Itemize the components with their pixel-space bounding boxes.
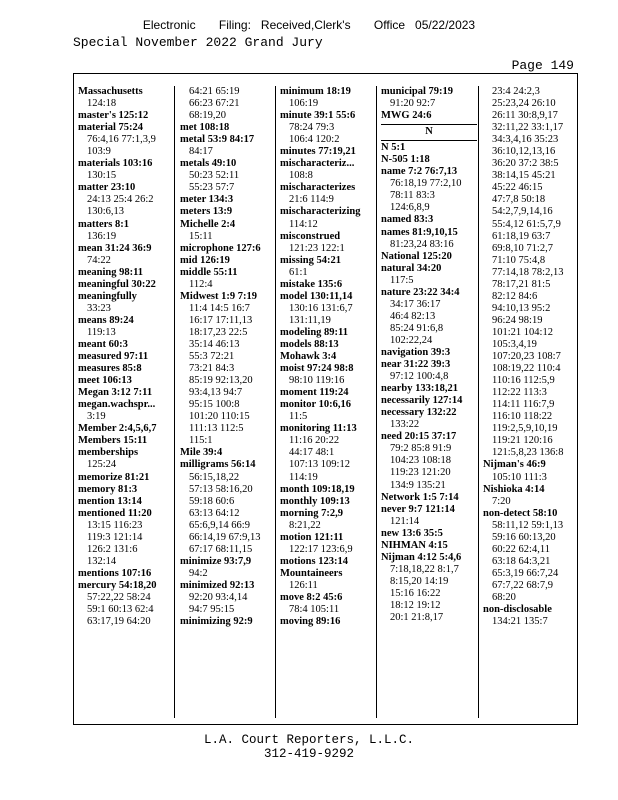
index-references: 73:21 84:3 xyxy=(189,363,235,375)
index-references: 119:13 xyxy=(87,326,116,338)
index-term: MWG 24:6 xyxy=(381,110,432,122)
index-references: 105:3,4,19 xyxy=(492,338,537,350)
index-references: 58:11,12 59:1,13 xyxy=(492,519,564,531)
index-references: 66:14,19 67:9,13 xyxy=(189,531,261,543)
index-references: 132:14 xyxy=(87,555,117,567)
index-references: 61:1 xyxy=(289,266,308,278)
index-term: mentioned 11:20 xyxy=(78,507,152,519)
index-references: 66:23 67:21 xyxy=(189,98,240,110)
index-references: 122:17 123:6,9 xyxy=(289,543,353,555)
index-term: missing 54:21 xyxy=(280,254,341,266)
index-references: 108:8 xyxy=(289,170,313,182)
index-references: 126:11 xyxy=(289,579,318,591)
index-references: 67:17 68:11,15 xyxy=(189,543,253,555)
index-references: 63:18 64:3,21 xyxy=(492,555,551,567)
index-term: minimizing 92:9 xyxy=(180,616,253,628)
index-references: 54:2,7,9,14,16 xyxy=(492,206,553,218)
index-references: 55:3 72:21 xyxy=(189,351,235,363)
index-references: 60:22 62:4,11 xyxy=(492,543,550,555)
index-references: 106:19 xyxy=(289,98,319,110)
index-references: 78:11 83:3 xyxy=(390,190,435,202)
index-term: National 125:20 xyxy=(381,250,452,262)
index-references: 79:2 85:8 91:9 xyxy=(390,443,452,455)
index-references: 11:16 20:22 xyxy=(289,435,340,447)
index-references: 94:2 xyxy=(189,567,208,579)
index-term: names 81:9,10,15 xyxy=(381,226,458,238)
index-references: 116:10 118:22 xyxy=(492,411,553,423)
index-column-2 xyxy=(174,86,276,718)
index-references: 126:2 131:6 xyxy=(87,543,138,555)
index-term: mistake 135:6 xyxy=(280,278,343,290)
index-references: 63:13 64:12 xyxy=(189,507,240,519)
index-references: 101:21 104:12 xyxy=(492,326,553,338)
index-references: 23:4 24:2,3 xyxy=(492,86,540,97)
index-references: 98:10 119:16 xyxy=(289,375,345,387)
index-term: milligrams 56:14 xyxy=(180,459,256,471)
index-term: Nijman's 46:9 xyxy=(483,459,546,471)
index-references: 45:22 46:15 xyxy=(492,182,543,194)
index-term: measures 85:8 xyxy=(78,363,142,375)
index-column-1 xyxy=(78,86,174,718)
index-references: 107:13 109:12 xyxy=(289,459,350,471)
index-term: mentions 107:16 xyxy=(78,567,152,579)
index-term: moving 89:16 xyxy=(280,616,341,628)
index-references: 65:6,9,14 66:9 xyxy=(189,519,250,531)
index-references: 95:15 100:8 xyxy=(189,399,240,411)
index-references: 130:15 xyxy=(87,170,117,182)
index-term: meter 134:3 xyxy=(180,194,234,206)
index-references: 130:6,13 xyxy=(87,206,125,218)
index-term: measured 97:11 xyxy=(78,351,149,363)
index-term: moist 97:24 98:8 xyxy=(280,363,354,375)
filing-stamp: Electronic Filing: Received,Clerk's Office 05/22/2023 xyxy=(142,18,476,32)
index-term: mischaracterizing xyxy=(280,206,361,218)
index-term: megan.wachspr... xyxy=(78,399,156,411)
index-references: 61:18,19 63:7 xyxy=(492,230,551,242)
index-term: Network 1:5 7:14 xyxy=(381,491,459,503)
index-term: mention 13:14 xyxy=(78,495,142,507)
index-term: morning 7:2,9 xyxy=(280,507,343,519)
index-references: 36:10,12,13,16 xyxy=(492,146,556,158)
index-references: 7:20 xyxy=(492,495,511,507)
index-references: 121:14 xyxy=(390,515,420,527)
index-term: memorize 81:21 xyxy=(78,471,150,483)
index-references: 24:13 25:4 26:2 xyxy=(87,194,154,206)
index-frame xyxy=(73,73,578,725)
index-term: move 8:2 45:6 xyxy=(280,591,343,603)
index-references: 94:7 95:15 xyxy=(189,604,235,616)
index-references: 16:17 17:11,13 xyxy=(189,314,253,326)
index-term: name 7:2 76:7,13 xyxy=(381,166,458,178)
index-references: 115:1 xyxy=(189,435,213,447)
index-references: 103:9 xyxy=(87,146,111,158)
index-references: 93:4,13 94:7 xyxy=(189,387,243,399)
index-term: motion 121:11 xyxy=(280,531,344,543)
index-term: minute 39:1 55:6 xyxy=(280,110,356,122)
page-number: Page 149 xyxy=(511,58,574,73)
index-term: necessarily 127:14 xyxy=(381,395,463,407)
index-references: 32:11,22 33:1,17 xyxy=(492,122,564,134)
index-references: 67:7,22 68:7,9 xyxy=(492,579,553,591)
index-references: 119:2,5,9,10,19 xyxy=(492,423,558,435)
index-term: Member 2:4,5,6,7 xyxy=(78,423,157,435)
index-references: 134:9 135:21 xyxy=(390,479,446,491)
index-term: mean 31:24 36:9 xyxy=(78,242,152,254)
index-references: 78:4 105:11 xyxy=(289,604,340,616)
index-references: 81:23,24 83:16 xyxy=(390,238,454,250)
index-references: 55:23 57:7 xyxy=(189,182,235,194)
index-references: 114:11 116:7,9 xyxy=(492,399,555,411)
index-term: monitoring 11:13 xyxy=(280,423,357,435)
index-term: material 75:24 xyxy=(78,122,144,134)
index-term: N 5:1 xyxy=(381,142,406,154)
index-term: new 13:6 35:5 xyxy=(381,527,443,539)
section-divider xyxy=(381,140,477,141)
index-term: middle 55:11 xyxy=(180,266,238,278)
index-references: 50:23 52:11 xyxy=(189,170,240,182)
index-references: 125:24 xyxy=(87,459,117,471)
index-references: 96:24 98:19 xyxy=(492,314,543,326)
index-term: month 109:18,19 xyxy=(280,483,355,495)
index-references: 11:5 xyxy=(289,411,308,423)
index-references: 92:20 93:4,14 xyxy=(189,591,248,603)
index-term: Mile 39:4 xyxy=(180,447,223,459)
index-column-4 xyxy=(376,86,477,718)
index-references: 133:22 xyxy=(390,419,420,431)
index-references: 107:20,23 108:7 xyxy=(492,351,561,363)
index-references: 57:13 58:16,20 xyxy=(189,483,253,495)
index-references: 124:18 xyxy=(87,98,117,110)
index-references: 74:22 xyxy=(87,254,111,266)
index-term: meet 106:13 xyxy=(78,375,132,387)
index-term: Members 15:11 xyxy=(78,435,148,447)
index-term: monitor 10:6,16 xyxy=(280,399,351,411)
index-references: 91:20 92:7 xyxy=(390,98,436,110)
index-references: 56:15,18,22 xyxy=(189,471,240,483)
index-references: 69:8,10 71:2,7 xyxy=(492,242,553,254)
index-column-5 xyxy=(478,86,579,718)
index-references: 36:20 37:2 38:5 xyxy=(492,158,559,170)
index-references: 131:11,19 xyxy=(289,314,331,326)
index-term: minimized 92:13 xyxy=(180,579,255,591)
index-term: minimize 93:7,9 xyxy=(180,555,252,567)
index-term: mercury 54:18,20 xyxy=(78,579,157,591)
index-term: minimum 18:19 xyxy=(280,86,351,97)
index-term: non-disclosable xyxy=(483,604,552,616)
index-references: 11:4 14:5 16:7 xyxy=(189,302,250,314)
index-term: master's 125:12 xyxy=(78,110,149,122)
index-references: 130:16 131:6,7 xyxy=(289,302,353,314)
index-references: 104:23 108:18 xyxy=(390,455,451,467)
index-references: 112:22 113:3 xyxy=(492,387,547,399)
index-references: 21:6 114:9 xyxy=(289,194,334,206)
index-references: 63:17,19 64:20 xyxy=(87,616,151,628)
index-references: 119:3 121:14 xyxy=(87,531,143,543)
section-divider xyxy=(381,124,477,125)
index-references: 68:19,20 xyxy=(189,110,227,122)
index-references: 85:19 92:13,20 xyxy=(189,375,253,387)
index-term: mid 126:19 xyxy=(180,254,230,266)
index-term: Nishioka 4:14 xyxy=(483,483,545,495)
index-references: 76:18,19 77:2,10 xyxy=(390,178,462,190)
index-references: 34:17 36:17 xyxy=(390,298,441,310)
index-references: 57:22,22 58:24 xyxy=(87,591,151,603)
index-references: 68:20 xyxy=(492,591,516,603)
index-term: never 9:7 121:14 xyxy=(381,503,455,515)
index-references: 97:12 100:4,8 xyxy=(390,371,449,383)
index-term: materials 103:16 xyxy=(78,158,153,170)
case-caption: Special November 2022 Grand Jury xyxy=(73,35,323,50)
index-references: 26:11 30:8,9,17 xyxy=(492,110,558,122)
index-term: Midwest 1:9 7:19 xyxy=(180,290,257,302)
index-term: models 88:13 xyxy=(280,338,339,350)
index-references: 76:4,16 77:1,3,9 xyxy=(87,134,156,146)
index-term: microphone 127:6 xyxy=(180,242,261,254)
index-references: 34:3,4,16 35:23 xyxy=(492,134,559,146)
index-term: matters 8:1 xyxy=(78,218,130,230)
index-term: meaningful 30:22 xyxy=(78,278,156,290)
index-references: 64:21 65:19 xyxy=(189,86,240,97)
index-term: Mountaineers xyxy=(280,567,343,579)
index-references: 18:12 19:12 xyxy=(390,599,441,611)
index-term: monthly 109:13 xyxy=(280,495,350,507)
index-term: need 20:15 37:17 xyxy=(381,431,457,443)
footer xyxy=(0,733,618,761)
index-references: 121:23 122:1 xyxy=(289,242,345,254)
index-references: 112:4 xyxy=(189,278,213,290)
index-term: nearby 133:18,21 xyxy=(381,383,458,395)
index-references: 121:5,8,23 136:8 xyxy=(492,447,564,459)
index-term: matter 23:10 xyxy=(78,182,136,194)
index-references: 8:21,22 xyxy=(289,519,321,531)
index-term: minutes 77:19,21 xyxy=(280,146,356,158)
index-references: 114:12 xyxy=(289,218,318,230)
index-term: Megan 3:12 7:11 xyxy=(78,387,153,399)
index-references: 82:12 84:6 xyxy=(492,290,538,302)
index-references: 136:19 xyxy=(87,230,117,242)
index-term: meters 13:9 xyxy=(180,206,233,218)
index-references: 114:19 xyxy=(289,471,318,483)
index-term: Mohawk 3:4 xyxy=(280,351,337,363)
index-references: 106:4 120:2 xyxy=(289,134,340,146)
index-term: natural 34:20 xyxy=(381,262,442,274)
index-references: 20:1 21:8,17 xyxy=(390,612,444,624)
index-term: meaning 98:11 xyxy=(78,266,144,278)
index-term: NIHMAN 4:15 xyxy=(381,539,448,551)
index-references: 119:23 121:20 xyxy=(390,467,451,479)
index-references: 59:1 60:13 62:4 xyxy=(87,604,154,616)
index-column-3 xyxy=(275,86,376,718)
index-term: necessary 132:22 xyxy=(381,407,457,419)
index-references: 78:24 79:3 xyxy=(289,122,335,134)
index-term: near 31:22 39:3 xyxy=(381,359,451,371)
index-references: 124:6,8,9 xyxy=(390,202,430,214)
index-references: 38:14,15 45:21 xyxy=(492,170,556,182)
index-references: 102:22,24 xyxy=(390,334,433,346)
index-term: means 89:24 xyxy=(78,314,134,326)
index-references: 8:15,20 14:19 xyxy=(390,575,449,587)
index-term: mischaracteriz... xyxy=(280,158,355,170)
index-term: meant 60:3 xyxy=(78,338,128,350)
index-term: nature 23:22 34:4 xyxy=(381,286,460,298)
index-references: 117:5 xyxy=(390,274,414,286)
index-term: N-505 1:18 xyxy=(381,154,430,166)
index-references: 18:17,23 22:5 xyxy=(189,326,248,338)
index-references: 33:23 xyxy=(87,302,111,314)
index-references: 59:18 60:6 xyxy=(189,495,235,507)
index-references: 15:16 16:22 xyxy=(390,587,441,599)
index-references: 101:20 110:15 xyxy=(189,411,250,423)
index-references: 105:10 111:3 xyxy=(492,471,547,483)
index-term: misconstrued xyxy=(280,230,341,242)
court-reporter-name: L.A. Court Reporters, L.L.C. xyxy=(203,733,415,747)
index-term: Michelle 2:4 xyxy=(180,218,236,230)
index-references: 46:4 82:13 xyxy=(390,310,436,322)
index-references: 108:19,22 110:4 xyxy=(492,363,561,375)
index-term: motions 123:14 xyxy=(280,555,348,567)
index-term: met 108:18 xyxy=(180,122,230,134)
index-references: 13:15 116:23 xyxy=(87,519,143,531)
index-term: model 130:11,14 xyxy=(280,290,353,302)
index-term: mischaracterizes xyxy=(280,182,356,194)
index-term: metal 53:9 84:17 xyxy=(180,134,255,146)
index-references: 55:4,12 61:5,7,9 xyxy=(492,218,561,230)
index-term: metals 49:10 xyxy=(180,158,237,170)
index-references: 7:18,18,22 8:1,7 xyxy=(390,563,459,575)
index-term: Massachusetts xyxy=(78,86,143,97)
index-references: 44:17 48:1 xyxy=(289,447,335,459)
index-references: 119:21 120:16 xyxy=(492,435,553,447)
index-references: 78:17,21 81:5 xyxy=(492,278,551,290)
index-term: named 83:3 xyxy=(381,214,434,226)
index-references: 35:14 46:13 xyxy=(189,338,240,350)
index-term: municipal 79:19 xyxy=(381,86,454,97)
index-term: meaningfully xyxy=(78,290,137,302)
index-references: 134:21 135:7 xyxy=(492,616,548,628)
index-references: 84:17 xyxy=(189,146,213,158)
index-references: 111:13 112:5 xyxy=(189,423,244,435)
section-letter: N xyxy=(425,126,433,138)
index-references: 25:23,24 26:10 xyxy=(492,98,556,110)
court-reporter-phone: 312-419-9292 xyxy=(263,747,354,761)
index-term: Nijman 4:12 5:4,6 xyxy=(381,551,462,563)
index-references: 3:19 xyxy=(87,411,106,423)
index-references: 110:16 112:5,9 xyxy=(492,375,555,387)
index-term: memory 81:3 xyxy=(78,483,138,495)
index-references: 85:24 91:6,8 xyxy=(390,322,444,334)
index-references: 15:11 xyxy=(189,230,213,242)
index-references: 71:10 75:4,8 xyxy=(492,254,546,266)
index-term: navigation 39:3 xyxy=(381,346,451,358)
index-term: moment 119:24 xyxy=(280,387,349,399)
index-term: memberships xyxy=(78,447,139,459)
index-term: modeling 89:11 xyxy=(280,326,348,338)
index-references: 59:16 60:13,20 xyxy=(492,531,556,543)
index-term: non-detect 58:10 xyxy=(483,507,558,519)
index-references: 47:7,8 50:18 xyxy=(492,194,546,206)
index-references: 65:3,19 66:7,24 xyxy=(492,567,559,579)
index-references: 77:14,18 78:2,13 xyxy=(492,266,564,278)
index-references: 94:10,13 95:2 xyxy=(492,302,551,314)
